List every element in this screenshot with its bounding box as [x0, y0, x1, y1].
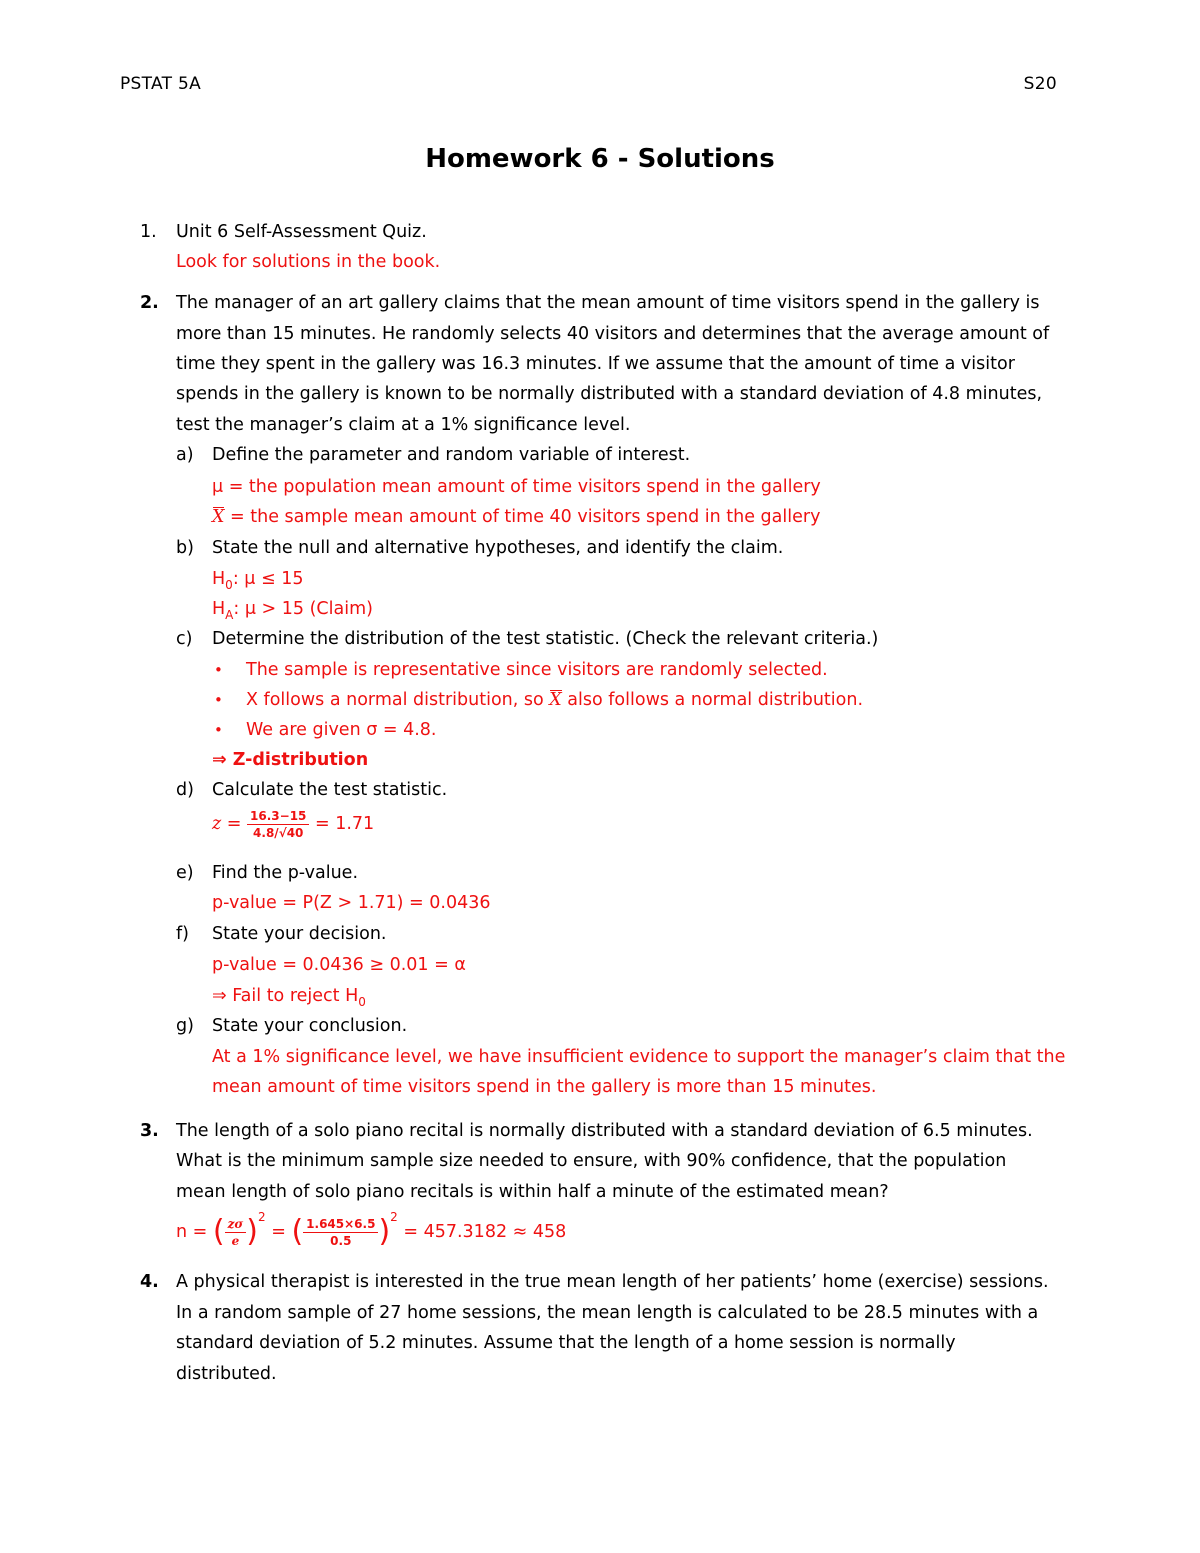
- q4-line-1: A physical therapist is interested in the true mean length of her patients’ home (exercise) sessions.: [176, 1272, 1049, 1292]
- q2f-text: State your decision.: [212, 924, 387, 944]
- q1-text: Unit 6 Self-Assessment Quiz.: [176, 222, 427, 242]
- q2d-label: d): [176, 780, 194, 800]
- ha-statement: : μ > 15 (Claim): [233, 599, 373, 619]
- q1-answer: Look for solutions in the book.: [176, 252, 441, 272]
- q2e-label: e): [176, 863, 194, 883]
- q2-line-1: The manager of an art gallery claims that the mean amount of time visitors spend in the gallery is: [176, 293, 1040, 313]
- decision-subscript: 0: [358, 995, 366, 1009]
- q3-fraction-1-num: zσ: [225, 1216, 247, 1233]
- decision-result: [212, 984, 366, 1009]
- q2c-text: Determine the distribution of the test statistic. (Check the relevant criteria.): [212, 629, 879, 649]
- q3-fraction-1: [225, 1216, 247, 1249]
- right-paren: ): [378, 1214, 391, 1249]
- q3-fraction-1-den: e: [231, 1233, 240, 1248]
- criterion-1: The sample is representative since visitors are randomly selected.: [246, 660, 828, 680]
- exponent: 2: [258, 1210, 266, 1224]
- bullet-icon: •: [214, 661, 223, 679]
- equals-sign: =: [221, 814, 248, 834]
- q2g-label: g): [176, 1016, 194, 1036]
- conclusion-line-2: mean amount of time visitors spend in the gallery is more than 15 minutes.: [212, 1077, 877, 1097]
- q2-line-2: more than 15 minutes. He randomly selects 40 visitors and determines that the average amount of: [176, 324, 1050, 344]
- page-title: Homework 6 - Solutions: [425, 144, 775, 174]
- z-fraction: [247, 808, 309, 841]
- q4-line-2: In a random sample of 27 home sessions, the mean length is calculated to be 28.5 minutes with a: [176, 1303, 1039, 1323]
- z-result: = 1.71: [309, 814, 375, 834]
- q4-number: 4.: [140, 1272, 159, 1292]
- q2g-text: State your conclusion.: [212, 1016, 408, 1036]
- h0-statement: : μ ≤ 15: [232, 569, 304, 589]
- null-hypothesis: [212, 567, 303, 592]
- mu-symbol: μ: [212, 477, 224, 497]
- q2b-label: b): [176, 538, 194, 558]
- bullet-icon: •: [214, 721, 223, 739]
- h0-letter: H: [212, 569, 226, 589]
- header-term: S20: [1023, 74, 1057, 94]
- q2b-text: State the null and alternative hypotheses, and identify the claim.: [212, 538, 784, 558]
- z-symbol: z: [212, 814, 222, 834]
- header-course: PSTAT 5A: [120, 74, 202, 94]
- q2d-text: Calculate the test statistic.: [212, 780, 448, 800]
- conclusion-line-1: At a 1% significance level, we have insufficient evidence to support the manager’s claim that the: [212, 1047, 1066, 1067]
- sample-size-result: = 457.3182 ≈ 458: [397, 1222, 567, 1242]
- mu-definition-text: = the population mean amount of time visitors spend in the gallery: [223, 477, 821, 497]
- left-paren: (: [212, 1214, 225, 1249]
- q3-fraction-2: [303, 1216, 378, 1249]
- xbar-symbol: X: [549, 690, 562, 710]
- q3-fraction-2-den: 0.5: [330, 1233, 352, 1248]
- xbar-definition-text: = the sample mean amount of time 40 visitors spend in the gallery: [224, 507, 821, 527]
- q2-line-4: spends in the gallery is known to be normally distributed with a standard deviation of 4.8 minutes,: [176, 384, 1043, 404]
- q3-line-2: What is the minimum sample size needed to ensure, with 90% confidence, that the population: [176, 1151, 1007, 1171]
- distribution-result: ⇒ Z-distribution: [212, 750, 369, 770]
- q3-line-3: mean length of solo piano recitals is within half a minute of the estimated mean?: [176, 1182, 889, 1202]
- p-value-calc: p-value = P(Z > 1.71) = 0.0436: [212, 893, 491, 913]
- sample-size-formula: [176, 1212, 566, 1253]
- equals-sign: =: [265, 1222, 292, 1242]
- q2-number: 2.: [140, 293, 159, 313]
- test-statistic-formula: [212, 806, 374, 842]
- right-paren: ): [246, 1214, 258, 1249]
- q2c-label: c): [176, 629, 193, 649]
- decision-comparison: p-value = 0.0436 ≥ 0.01 = α: [212, 955, 466, 975]
- criterion-2-post: also follows a normal distribution.: [561, 690, 864, 710]
- q1-number: 1.: [140, 222, 157, 242]
- z-denominator: 4.8/√40: [253, 825, 304, 840]
- q2-line-3: time they spent in the gallery was 16.3 minutes. If we assume that the amount of time a visitor: [176, 354, 1015, 374]
- criterion-3: We are given σ = 4.8.: [246, 720, 437, 740]
- q3-line-1: The length of a solo piano recital is normally distributed with a standard deviation of 6.5 minutes.: [176, 1121, 1033, 1141]
- q2e-text: Find the p-value.: [212, 863, 359, 883]
- alternative-hypothesis: [212, 597, 373, 622]
- xbar-symbol: X: [212, 507, 225, 527]
- q4-line-3: standard deviation of 5.2 minutes. Assume that the length of a home session is normally: [176, 1333, 956, 1353]
- n-symbol: n =: [176, 1222, 213, 1242]
- criterion-2-pre: X follows a normal distribution, so: [246, 690, 550, 710]
- q2-line-5: test the manager’s claim at a 1% significance level.: [176, 415, 631, 435]
- ha-letter: H: [212, 599, 226, 619]
- ha-subscript: A: [225, 608, 234, 622]
- q3-fraction-2-num: 1.645×6.5: [303, 1216, 378, 1233]
- q2a-text: Define the parameter and random variable of interest.: [212, 445, 691, 465]
- left-paren: (: [291, 1214, 304, 1249]
- h0-subscript: 0: [225, 578, 233, 592]
- q3-number: 3.: [140, 1121, 159, 1141]
- criterion-2: [246, 688, 863, 712]
- exponent: 2: [390, 1210, 398, 1224]
- q2f-label: f): [176, 924, 189, 944]
- q2a-xbar-definition: [212, 505, 820, 529]
- q4-line-4: distributed.: [176, 1364, 277, 1384]
- q2a-label: a): [176, 445, 194, 465]
- decision-text: ⇒ Fail to reject H: [212, 986, 359, 1006]
- z-numerator: 16.3−15: [247, 808, 309, 825]
- q2a-mu-definition: [212, 475, 821, 499]
- bullet-icon: •: [214, 691, 223, 709]
